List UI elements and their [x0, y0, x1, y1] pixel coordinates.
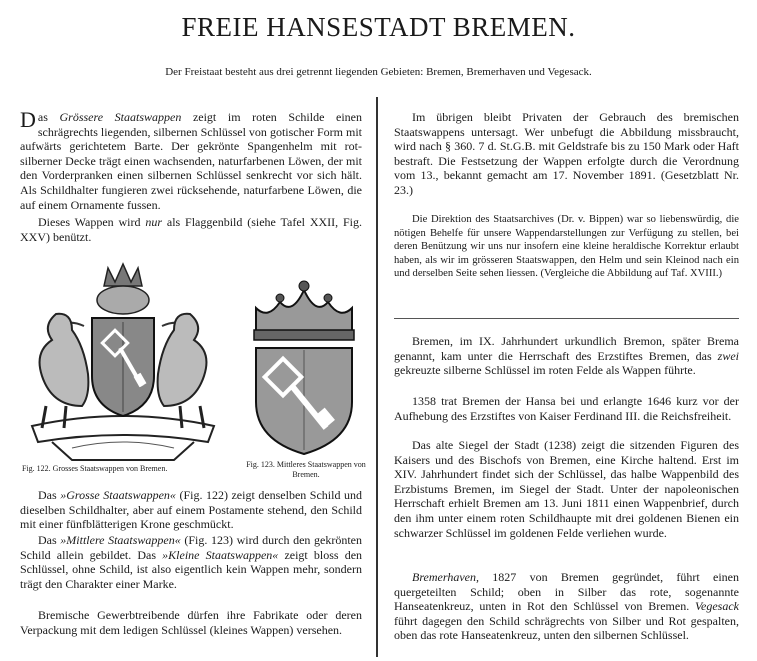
greater-coat-of-arms-figure — [12, 256, 234, 464]
right-paragraph-1: Im übrigen bleibt Privaten der Gebrauch des bremischen Staatswappens untersagt. Wer unbefugt die Abbildung missbraucht, wird nach § 360. 7 d. St.G.B. mit Geldstrafe bis zu 150 Mark oder Haft bestraft. Die Festsetzung der Wappen erfolgte durch die Verordnung vom 13., bekannt gemacht am 17. November 1891. (Gesetzblatt Nr. 23.) — [394, 110, 739, 197]
editor-note: Die Direktion des Staatsarchives (Dr. v. Bippen) war so liebenswürdig, die nötigen Behelfe für unsere Wappendarstellungen zur Verfügung zu stellen, bei deren Benützung wir uns nur insofern eine kleine heraldische Korrektur erlaubt haben, als wir im grösseren Staatswappen, den Helm und sein Kleinod nach ein und derselben Seite sehen liessen. (Vergleiche die Abbildung auf Taf. XVIII.) — [394, 214, 739, 280]
column-divider — [376, 97, 378, 657]
right-paragraph-3: 1358 trat Bremen der Hansa bei und erlangte 1646 kurz vor der Aufhebung des Erzstiftes von Kaiser Ferdinand III. die Reichsfreiheit. — [394, 394, 739, 423]
left-paragraph-4: Das »Mittlere Staatswappen« (Fig. 123) wird durch den gekrönten Schild allein gebildet. Das »Kleine Staatswappen« zeigt bloss den Schlüssel, ohne Schild, ist also eigentlich kein Wappen mehr, sondern trägt den Charakter einer Marke. — [20, 533, 363, 591]
left-paragraph-5: Bremische Gewerbtreibende dürfen ihre Fabrikate oder deren Verpackung mit dem ledigen Schlüssel (kleines Wappen) versehen. — [20, 608, 362, 637]
left-paragraph-1: Das Grössere Staatswappen zeigt im roten Schilde einen schrägrechts liegenden, silbernen Schlüssel von gotischer Form mit aufwärts gerichtetem Barte. Der gekrönte Spangenhelm mit rot-silberner Decke trägt einen wachsenden, naturfarbenen Löwen, der mit den Vorderpranken einen silbernen Schlüssel senkrecht vor sich hält. Als Schildhalter fungieren zwei rücksehende, naturfarbene Löwen, die auf einem Ornamente fussen. — [20, 107, 362, 212]
left-paragraph-2: Dieses Wappen wird nur als Flaggenbild (siehe Tafel XXII, Fig. XXV) benützt. — [20, 215, 363, 244]
drop-cap: D — [20, 107, 36, 132]
figure-123-caption: Fig. 123. Mittleres Staatswappen von Bremen. — [246, 460, 366, 479]
right-paragraph-5: Bremerhaven, 1827 von Bremen gegründet, führt einen quergeteilten Schild; oben in Silber das rote, sogenannte Hanseatenkreuz, unten in Rot den Schlüssel von Bremen. Vegesack führt dagegen den Schild schrägrechts von Silber und Rot gespalten, oben das rote Hanseatenkreuz, unten den silbernen Schlüssel. — [394, 570, 740, 643]
right-paragraph-4: Das alte Siegel der Stadt (1238) zeigt die sitzenden Figuren des Kaisers und des Bischofs von Bremen, eine Kirche haltend. Erst im XIV. Jahrhundert findet sich der Schlüssel, das halbe Wappenbild des Erzbistums Bremen, im Siegel der Stadt. Unter der napoleonischen Herrschaft erhielt Bremen am 13. Juni 1811 einen Wappenbrief, durch den ihm unter einem roten Schildhaupte mit drei goldenen Bienen ein schwarzer Schlüssel im goldenen Felde verliehen wurde. — [394, 438, 739, 540]
section-rule — [394, 318, 739, 319]
page-title: FREIE HANSESTADT BREMEN. — [181, 12, 576, 42]
left-paragraph-3: Das »Grosse Staatswappen« (Fig. 122) zeigt denselben Schild und dieselben Schildhalter, aber auf einem Postamente stehend, den Schild mit einer fünfblätterigen Krone geschmückt. — [20, 488, 362, 532]
middle-coat-of-arms-figure — [240, 272, 368, 458]
right-paragraph-2: Bremen, im IX. Jahrhundert urkundlich Bremon, später Brema genannt, kam unter die Herrschaft des Erzstiftes Bremen, das zwei gekreuzte silberne Schlüssel im roten Felde als Wappen führte. — [394, 334, 740, 378]
page-subtitle: Der Freistaat besteht aus drei getrennt liegenden Gebieten: Bremen, Bremerhaven und Vegesack. — [165, 66, 592, 78]
figure-122-caption: Fig. 122. Grosses Staatswappen von Bremen. — [22, 464, 168, 473]
